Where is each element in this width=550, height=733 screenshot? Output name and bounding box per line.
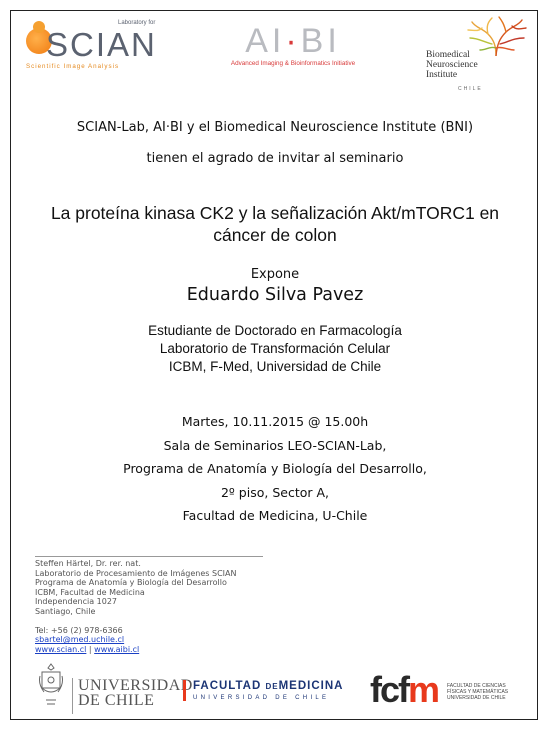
affiliation-line-3: ICBM, F-Med, Universidad de Chile [168,359,382,374]
seminar-title [0,202,550,246]
aibi-dot: · [285,22,301,60]
fcfm-wordmark [370,669,439,710]
uchile-line-2: DE CHILE [78,692,155,709]
speaker-affiliation [0,322,550,376]
fmed-logo [183,680,343,701]
bni-line1: Biomedical [426,50,470,60]
event-faculty: Facultad de Medicina, U-Chile [182,508,368,523]
event-details [0,410,550,528]
contact-phone: Tel: +56 (2) 978-6366 [35,625,123,635]
event-room: Sala de Seminarios LEO-SCIAN-Lab, [163,437,387,453]
aibi-logo [213,24,373,72]
uchile-wordmark [72,678,193,714]
contact-address-3: ICBM, Facultad de Medicina [35,587,145,597]
aibi-wordmark [213,24,373,58]
bni-name [426,50,478,80]
speaker-label: Expone [250,267,300,282]
fcfm-sub-1: FACULTAD DE CIENCIAS [447,683,506,689]
contact-address-1: Laboratorio de Procesamiento de Imágenes SCIAN [35,568,237,578]
invitation-line-1: SCIAN-Lab, AI·BI y el Biomedical Neuroscience Institute (BNI) [76,120,474,135]
scian-logo [26,20,166,72]
fcfm-word-b: m [408,669,439,710]
uchile-line-1: UNIVERSIDAD [78,677,193,694]
contact-divider [35,556,263,557]
uchile-logo [38,662,64,714]
fmed-word-1: FACULTAD [193,680,262,692]
bni-line3: Institute [426,70,458,80]
seminar-title-line-2: cáncer de colon [213,225,337,245]
fmed-word-2: MEDICINA [278,680,344,692]
contact-block [35,559,237,654]
bni-country: CHILE [458,86,483,92]
scian-tagline: Scientific Image Analysis [26,63,120,70]
affiliation-line-2: Laboratorio de Transformación Celular [159,341,391,356]
event-program: Programa de Anatomía y Biología del Desarrollo, [123,461,427,476]
fcfm-subtitle [447,683,508,701]
uchile-crest-icon [38,662,64,710]
fcfm-logo [370,669,439,710]
fmed-de: DE [265,682,279,691]
contact-email-link[interactable]: sbartel@med.uchile.cl [35,635,125,645]
aibi-word-b: BI [300,22,341,60]
fmed-subtitle: UNIVERSIDAD DE CHILE [193,695,330,701]
bni-logo [426,16,530,96]
contact-address-5: Santiago, Chile [35,606,96,616]
event-floor: 2º piso, Sector A, [220,484,329,500]
bni-line2: Neuroscience [426,60,478,70]
contact-address-2: Programa de Anatomía y Biología del Desarrollo [35,578,227,588]
aibi-word-a: AI [245,22,286,60]
link-separator: | [88,644,92,654]
scian-lab-label: Laboratory for [118,20,156,26]
contact-address-4: Independencia 1027 [35,597,117,607]
event-datetime: Martes, 10.11.2015 @ 15.00h [181,414,369,429]
fmed-title [193,680,343,692]
invitation-line-2: tienen el agrado de invitar al seminario [146,151,404,166]
aibi-website-link[interactable]: www.aibi.cl [94,644,140,654]
scian-website-link[interactable]: www.scian.cl [35,644,87,654]
fcfm-sub-3: UNIVERSIDAD DE CHILE [447,695,506,701]
speaker-name: Eduardo Silva Pavez [186,285,364,305]
seminar-title-line-1: La proteína kinasa CK2 y la señalización Akt/mTORC1 en [50,203,500,223]
scian-wordmark: SCIAN [46,26,157,63]
aibi-tagline: Advanced Imaging & Bioinformatics Initiative [230,60,356,67]
fcfm-word-a: fcf [370,669,408,710]
contact-name: Steffen Härtel, Dr. rer. nat. [35,559,141,568]
fcfm-sub-2: FÍSICAS Y MATEMÁTICAS [447,689,509,695]
affiliation-line-1: Estudiante de Doctorado en Farmacología [148,323,402,338]
